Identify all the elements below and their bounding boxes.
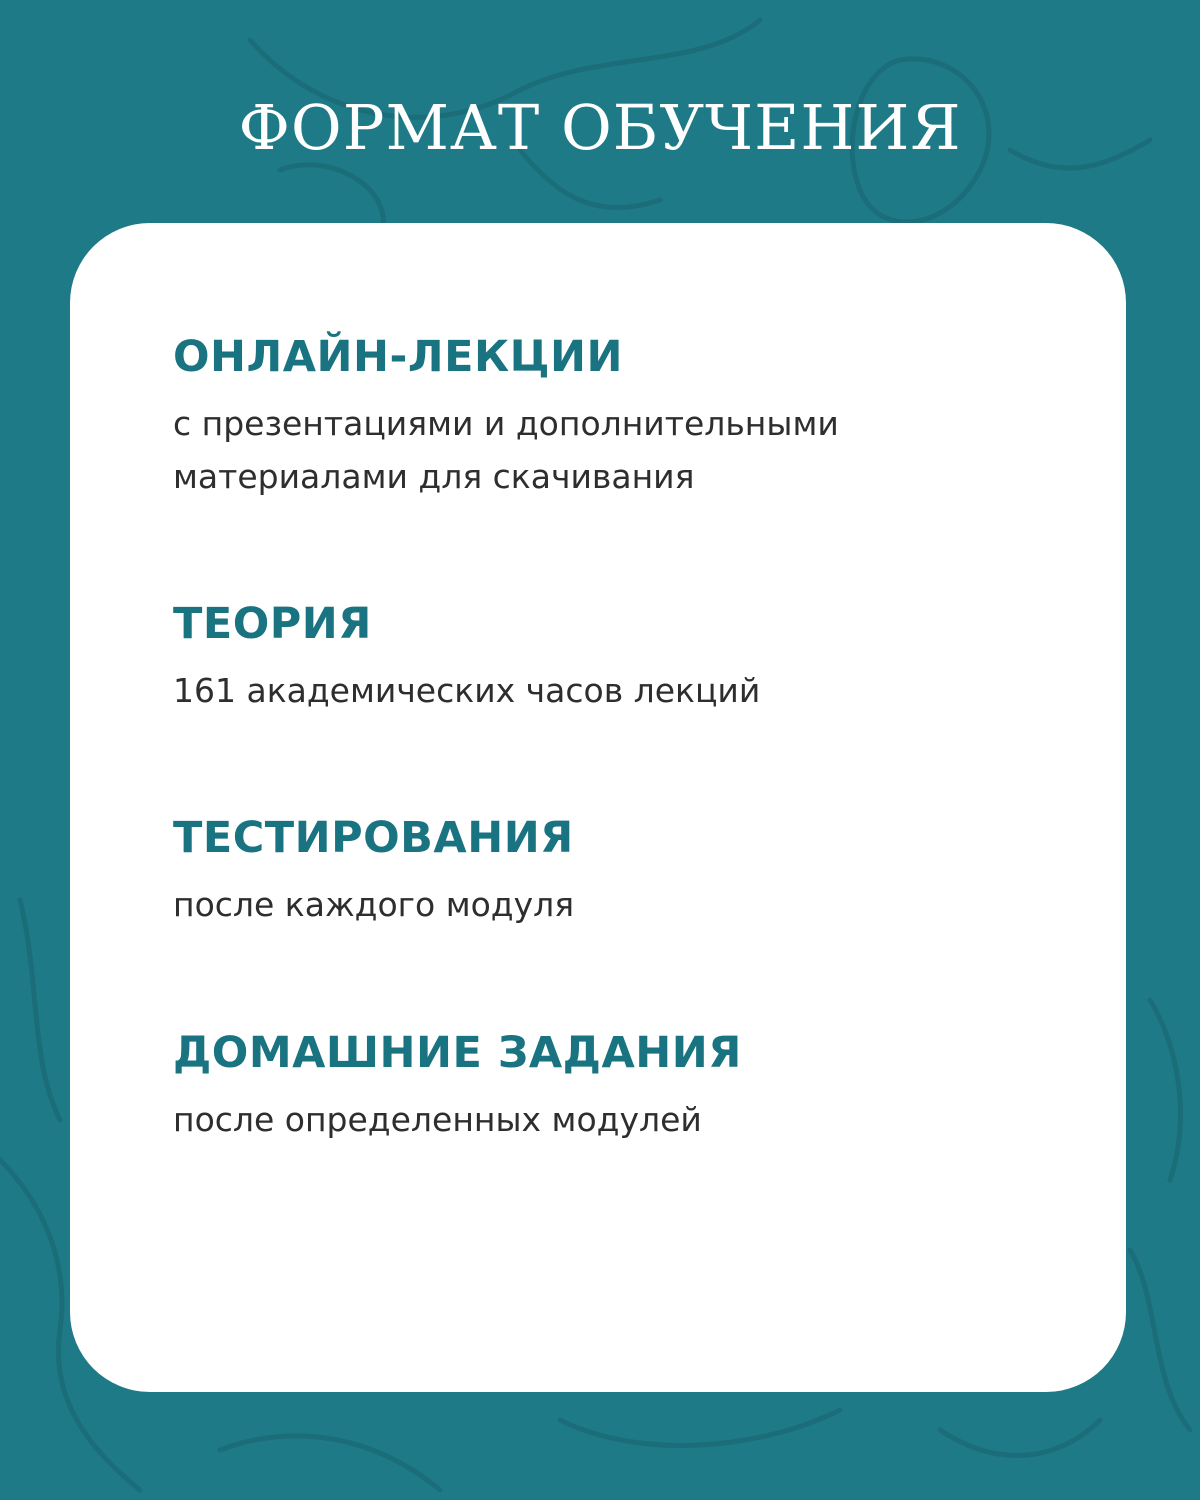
section-theory (173, 596, 1073, 717)
section-description: после каждого модуля (173, 885, 575, 924)
section-heading: ОНЛАЙН-ЛЕКЦИИ (173, 332, 623, 382)
section-description: после определенных модулей (173, 1100, 702, 1139)
section-description: с презентациями и дополнительными материалами для скачивания (173, 404, 839, 496)
section-online-lectures (173, 329, 1073, 503)
section-heading: ДОМАШНИЕ ЗАДАНИЯ (173, 1028, 742, 1078)
section-testing (173, 810, 1073, 931)
section-homework (173, 1025, 1073, 1146)
section-heading: ТЕСТИРОВАНИЯ (173, 813, 574, 863)
section-heading: ТЕОРИЯ (173, 599, 372, 649)
page-title: ФОРМАТ ОБУЧЕНИЯ (238, 91, 962, 164)
section-description: 161 академических часов лекций (173, 671, 761, 710)
content-card (70, 223, 1126, 1392)
